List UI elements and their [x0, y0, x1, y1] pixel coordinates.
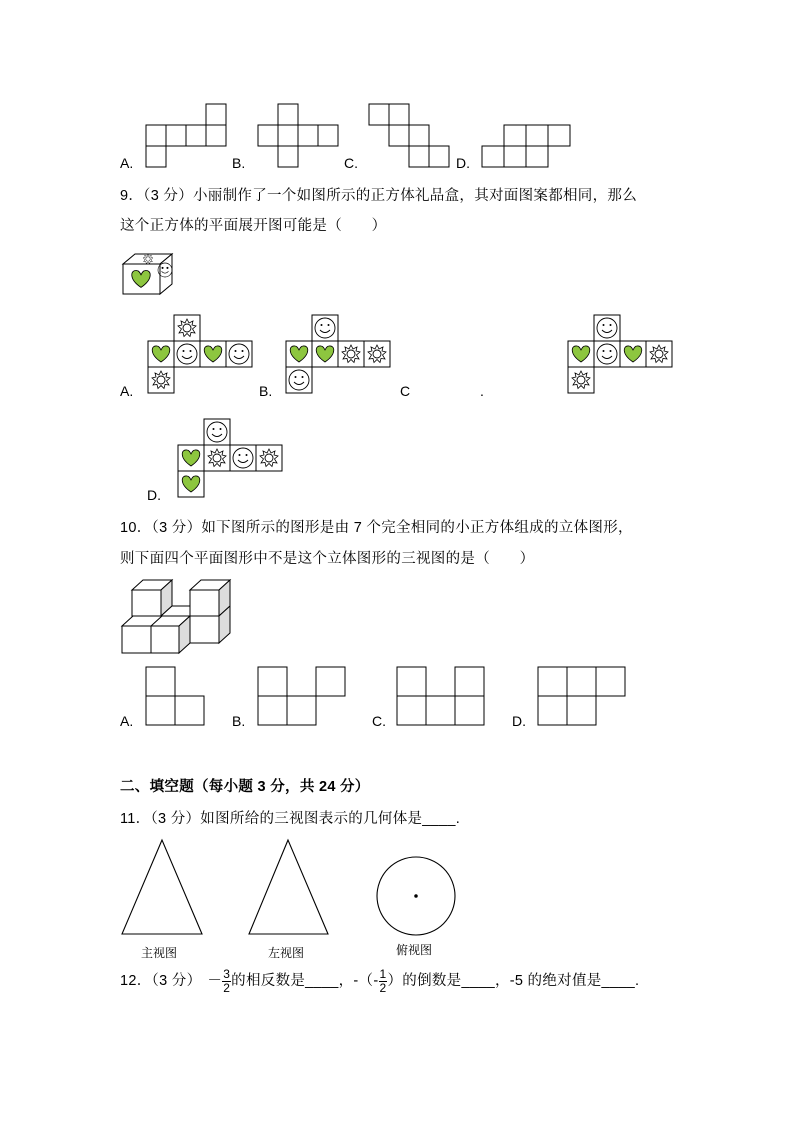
- q12-part1: 的相反数是____，-（-: [231, 973, 379, 989]
- q9-cube: [123, 254, 172, 294]
- q12-frac2-num: 1: [379, 966, 387, 981]
- q12-fraction-1: [222, 968, 231, 995]
- q11-text: 11．（3 分）如图所给的三视图表示的几何体是____.: [120, 811, 461, 827]
- q8-figures: [146, 104, 570, 167]
- q9-option-d[interactable]: D.: [147, 487, 161, 503]
- q12-line: [120, 964, 639, 998]
- q12-prefix: 12．（3 分）: [120, 973, 202, 989]
- q8-option-a[interactable]: A.: [120, 155, 134, 171]
- q9-text-line1: 9．（3 分）小丽制作了一个如图所示的正方体礼品盒，其对面图案都相同，那么: [120, 188, 638, 204]
- q12-frac1-num: 3: [223, 966, 231, 981]
- q10-text-line1: 10．（3 分）如下图所示的图形是由 7 个完全相同的小正方体组成的立体图形，: [120, 520, 633, 536]
- q9-option-c[interactable]: C: [400, 383, 411, 399]
- q11-view-left: 左视图: [268, 946, 305, 960]
- q8-option-b[interactable]: B.: [232, 155, 246, 171]
- q9-text-line2: 这个正方体的平面展开图可能是（ ）: [120, 218, 387, 234]
- q10-option-c[interactable]: C.: [372, 713, 386, 729]
- q8-option-d[interactable]: D.: [456, 155, 470, 171]
- q9-option-c-dot: .: [480, 383, 484, 399]
- q8-option-c[interactable]: C.: [344, 155, 358, 171]
- q9-option-b[interactable]: B.: [259, 383, 273, 399]
- section-title: 二、填空题（每小题 3 分，共 24 分）: [120, 779, 370, 795]
- q12-frac1-den: 2: [223, 980, 231, 995]
- q11-view-front: 主视图: [141, 946, 178, 960]
- q12-part2: ）的倒数是____，-5 的绝对值是____.: [387, 973, 640, 989]
- q10-option-d[interactable]: D.: [512, 713, 526, 729]
- q10-option-b[interactable]: B.: [232, 713, 246, 729]
- q12-neg-sign: －: [207, 973, 223, 989]
- q10-solid: [122, 580, 230, 653]
- q10-text-line2: 则下面四个平面图形中不是这个立体图形的三视图的是（ ）: [120, 551, 535, 567]
- q10-option-a[interactable]: A.: [120, 713, 134, 729]
- q11-view-top: 俯视图: [396, 943, 433, 957]
- q12-frac2-den: 2: [379, 980, 387, 995]
- q9-option-a[interactable]: A.: [120, 383, 134, 399]
- q12-fraction-2: [379, 968, 388, 995]
- q11-views: [122, 840, 455, 935]
